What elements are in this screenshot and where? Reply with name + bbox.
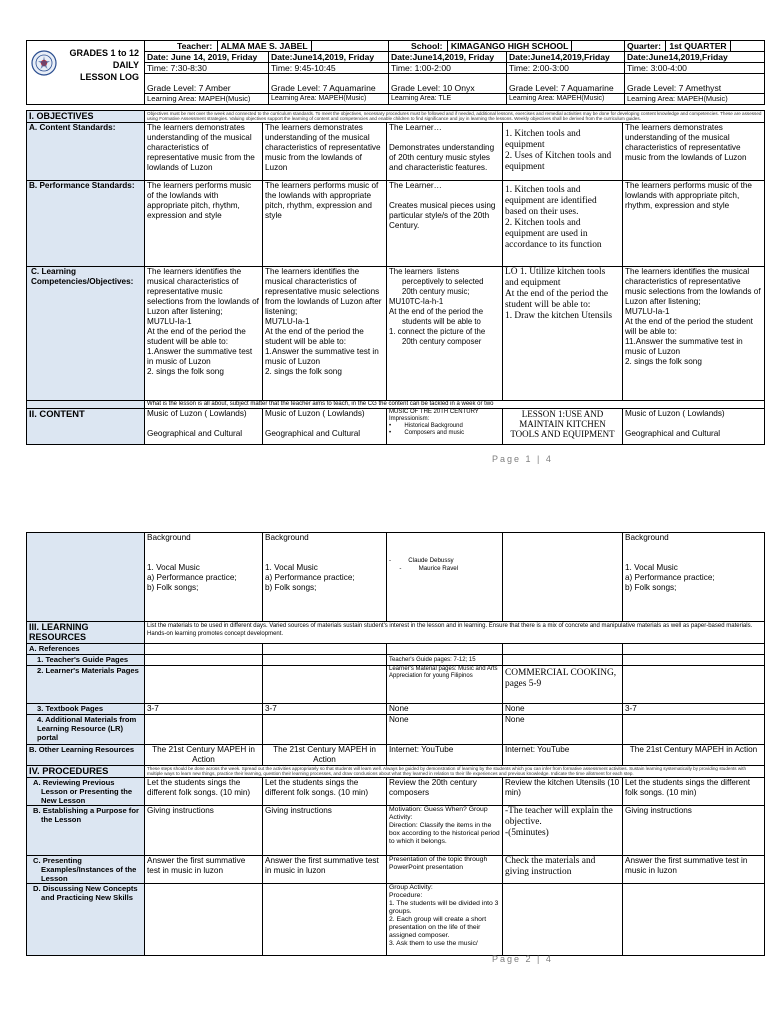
resource-cell: None <box>503 704 623 715</box>
content-cell: Music of Luzon ( Lowlands) Geographical and Cultural <box>623 408 765 444</box>
resource-cell: The 21st Century MAPEH in Action <box>263 745 387 766</box>
grades-label: GRADES 1 to 12 <box>69 48 139 58</box>
area-cell: Learning Area: TLE <box>389 94 507 105</box>
header-table <box>26 40 765 105</box>
resource-cell <box>263 715 387 745</box>
grade-cell: Grade Level: 7 Aquamarine <box>507 74 625 94</box>
content-cell: Music of Luzon ( Lowlands) Geographical and Cultural <box>263 408 387 444</box>
resource-cell: Teacher's Guide pages: 7-12; 15 <box>387 655 503 666</box>
date-cell: Date:June14,2019, Friday <box>389 52 507 63</box>
procedure-cell <box>503 883 623 955</box>
page-number-two: Page 2 | 4 <box>492 954 553 964</box>
competency-cell: The learners listens perceptively to selected 20th century music; MU10TC-Ia-h-1 At the end of the period the students will be able to 1. connect the picture of the 20th century composer <box>387 266 503 400</box>
content-cont-cell: Background 1. Vocal Music a) Performance practice; b) Folk songs; <box>145 533 263 622</box>
resource-cell: 3-7 <box>145 704 263 715</box>
area-cell: Learning Area: MAPEH(Music) <box>269 94 389 105</box>
resources-heading: III. LEARNING RESOURCES <box>27 622 145 644</box>
performance-standard-cell: The learners performs music of the lowlands with appropriate pitch, rhythm, expression and style <box>145 180 263 266</box>
resource-cell: None <box>387 704 503 715</box>
procedure-cell: Let the students sings the different folk songs. (10 min) <box>623 777 765 805</box>
textbook-label: 3. Textbook Pages <box>27 704 145 715</box>
competency-cell: The learners identifies the musical characteristics of representative music selections from the lowlands of Luzon after listening; MU7LU-Ia-1 At the end of the period the student will be able to: 1.Answer the summative test in music of Luzon 2. sings the folk song <box>145 266 263 400</box>
procedures-heading: IV. PROCEDURES <box>27 766 145 778</box>
resources-note: List the materials to be used in different days. Varied sources of materials sustain student's interest in the lesson and in learning. Ensure that there is a mix of concrete and manipulative materials as well as paper-based materials. Hands-on learning promotes concept development. <box>145 622 765 644</box>
resource-cell: None <box>503 715 623 745</box>
resource-cell <box>623 655 765 666</box>
additional-materials-label: 4. Additional Materials from Learning Resource (LR) portal <box>27 715 145 745</box>
objectives-heading: I. OBJECTIVES <box>27 111 145 123</box>
time-cell: Time: 9:45-10:45 <box>269 63 389 74</box>
content-cont-cell: Background 1. Vocal Music a) Performance practice; b) Folk songs; <box>263 533 387 622</box>
content-cell: Music of Luzon ( Lowlands) Geographical and Cultural <box>145 408 263 444</box>
other-resources-label: B. Other Learning Resources <box>27 745 145 766</box>
discussing-label: D. Discussing New Concepts and Practicing New Skills <box>27 883 145 955</box>
content-cell: LESSON 1:USE AND MAINTAIN KITCHEN TOOLS AND EQUIPMENT <box>503 408 623 444</box>
content-cont-label <box>27 533 145 622</box>
performance-standard-cell: The learners performs music of the lowlands with appropriate pitch, rhythm, expression and style <box>623 180 765 266</box>
resource-cell: 3-7 <box>623 704 765 715</box>
time-cell: Time: 3:00-4:00 <box>625 63 765 74</box>
procedure-cell: Giving instructions <box>263 805 387 855</box>
title-block <box>27 41 145 105</box>
resource-cell <box>263 655 387 666</box>
content-standard-cell: The Learner… Demonstrates understanding of 20th century music styles and characteristic features. <box>387 122 503 180</box>
page-number-one: Page 1 | 4 <box>492 454 553 464</box>
grade-cell: Grade Level: 10 Onyx <box>389 74 507 94</box>
competency-cell: The learners identifies the musical characteristics of representative music selections from the lowlands of Luzon after listening; MU7LU-Ia-1 At the end of the period the student will be able to: 1.Answer the summative test in music of Luzon 2. sings the folk song <box>263 266 387 400</box>
resource-cell <box>623 715 765 745</box>
grade-cell: Grade Level: 7 Amber <box>145 74 269 94</box>
competency-cell: The learners identifies the musical characteristics of representative music selections from the lowlands of Luzon after listening; MU7LU-Ia-1 At the end of the period the student will be able to: 11.Answer the summative test in music of Luzon 2. sings the folk song <box>623 266 765 400</box>
teacher-cell <box>145 41 389 52</box>
procedure-cell <box>623 883 765 955</box>
resource-cell: 3-7 <box>263 704 387 715</box>
procedures-note: These steps should be done across the week. Spread out the activities appropriately so that students will learn well. Always be guided by demonstration of learning by the students which you can infer from formative assessment activities. Sustain learning systematically by providing students with multiple ways to learn new things, practice their learning, question their learning processes, and draw conclusions about what they learned in relation to their life experiences and previous knowledge. Indicate the time allotment for each step. <box>145 766 765 778</box>
review-label: A. Reviewing Previous Lesson or Presenting the New Lesson <box>27 777 145 805</box>
resource-cell <box>263 666 387 704</box>
resource-cell <box>503 655 623 666</box>
procedure-cell: Giving instructions <box>145 805 263 855</box>
procedure-cell: Giving instructions <box>623 805 765 855</box>
content-cont-cell: - Claude Debussy - Maurice Ravel <box>387 533 503 622</box>
lesson-log-label: LESSON LOG <box>79 72 139 82</box>
references-label: A. References <box>27 644 145 655</box>
deped-seal-icon <box>31 50 57 76</box>
resource-cell <box>145 666 263 704</box>
content-standard-cell: The learners demonstrates understanding of the musical characteristics of representative music from the lowlands of Luzon <box>623 122 765 180</box>
procedure-cell: Let the students sings the different folk songs. (10 min) <box>263 777 387 805</box>
procedure-cell: Let the students sings the different folk songs. (10 min) <box>145 777 263 805</box>
objectives-table <box>26 110 765 445</box>
time-cell: Time: 2:00-3:00 <box>507 63 625 74</box>
resource-cell: The 21st Century MAPEH in Action <box>145 745 263 766</box>
page-one <box>26 40 764 445</box>
procedure-cell: Check the materials and giving instruction <box>503 855 623 883</box>
time-cell: Time: 7:30-8:30 <box>145 63 269 74</box>
procedure-cell: Presentation of the topic through PowerPoint presentation <box>387 855 503 883</box>
resource-cell <box>145 715 263 745</box>
page-two <box>26 532 764 956</box>
date-cell: Date:June14,2019, Friday <box>269 52 389 63</box>
content-heading: II. CONTENT <box>27 408 145 444</box>
resource-cell: Learner's Material pages: Music and Arts Appreciation for young Filipinos <box>387 666 503 704</box>
content-standard-cell: The learners demonstrates understanding of the musical characteristics of representative music from the lowlands of Luzon <box>145 122 263 180</box>
procedure-cell: -The teacher will explain the objective. -(5minutes) <box>503 805 623 855</box>
procedure-cell: Answer the first summative test in music in luzon <box>623 855 765 883</box>
resource-cell: The 21st Century MAPEH in Action <box>623 745 765 766</box>
objectives-note: Objectives must be met over the week and connected to the curriculum standards. To meet the objectives, necessary procedures must be followed and if needed, additional lessons, exercises and remedial activities may be done for developing content knowledge and competencies. These are assessed using Formative Assessment strategies. Valuing objectives support the learning of content and competencies and enable children to find significance and joy in learning the lessons. Weekly objectives shall be derived from the curriculum guides. <box>145 111 765 123</box>
resource-cell: None <box>387 715 503 745</box>
performance-standard-cell: 1. Kitchen tools and equipment are identified based on their uses. 2. Kitchen tools and equipment are used in accordance to its function <box>503 180 623 266</box>
procedure-cell <box>263 883 387 955</box>
area-cell: Learning Area: MAPEH(Music) <box>145 94 269 105</box>
school-cell <box>389 41 625 52</box>
procedure-cell: Answer the first summative test in music in luzon <box>145 855 263 883</box>
area-cell: Learning Area: MAPEH(Music) <box>625 94 765 105</box>
quarter-value: 1st QUARTER <box>665 41 730 52</box>
grade-cell: Grade Level: 7 Amethyst <box>625 74 765 94</box>
quarter-cell <box>625 41 765 52</box>
teacher-name: ALMA MAE S. JABEL <box>217 41 312 52</box>
quarter-label: Quarter: <box>627 41 661 51</box>
resource-cell: Internet: YouTube <box>387 745 503 766</box>
content-standard-cell: 1. Kitchen tools and equipment 2. Uses of Kitchen tools and equipment <box>503 122 623 180</box>
continuation-table <box>26 532 765 956</box>
grade-cell: Grade Level: 7 Aquamarine <box>269 74 389 94</box>
content-standard-cell: The learners demonstrates understanding of the musical characteristics of representative music from the lowlands of Luzon <box>263 122 387 180</box>
teacher-label: Teacher: <box>177 41 213 51</box>
content-note-blank <box>27 400 145 408</box>
resource-cell <box>145 655 263 666</box>
resource-cell: Internet: YouTube <box>503 745 623 766</box>
content-standards-label: A. Content Standards: <box>27 122 145 180</box>
date-cell: Date:June14,2019,Friday <box>625 52 765 63</box>
procedure-cell: Review the 20th century composers <box>387 777 503 805</box>
procedure-cell: Motivation: Guess When? Group Activity: Direction: Classify the items in the box according to the historical period to which it belongs. <box>387 805 503 855</box>
date-cell: Date:June14,2019,Friday <box>507 52 625 63</box>
procedure-cell: Answer the first summative test in music in luzon <box>263 855 387 883</box>
purpose-label: B. Establishing a Purpose for the Lesson <box>27 805 145 855</box>
resource-cell <box>623 666 765 704</box>
procedure-cell: Review the kitchen Utensils (10 min) <box>503 777 623 805</box>
performance-standard-cell: The Learner… Creates musical pieces using particular style/s of the 20th Century. <box>387 180 503 266</box>
area-cell: Learning Area: MAPEH(Music) <box>507 94 625 105</box>
procedure-cell: Group Activity: Procedure: 1. The students will be divided into 3 groups. 2. Each group will create a short presentation on the life of their assigned composer. 3. Ask them to use the music/ <box>387 883 503 955</box>
competency-cell: LO 1. Utilize kitchen tools and equipment At the end of the period the student will be able to: 1. Draw the kitchen Utensils <box>503 266 623 400</box>
content-cont-cell: Background 1. Vocal Music a) Performance practice; b) Folk songs; <box>623 533 765 622</box>
date-cell: Date: June 14, 2019, Friday <box>145 52 269 63</box>
performance-standards-label: B. Performance Standards: <box>27 180 145 266</box>
content-cell: MUSIC OF THE 20TH CENTURY Impressionism: • Historical Background • Composers and music <box>387 408 503 444</box>
school-name: KIMAGANGO HIGH SCHOOL <box>447 41 572 52</box>
competencies-label: C. Learning Competencies/Objectives: <box>27 266 145 400</box>
performance-standard-cell: The learners performs music of the lowlands with appropriate pitch, rhythm, expression and style <box>263 180 387 266</box>
content-cont-cell <box>503 533 623 622</box>
school-label: School: <box>411 41 443 51</box>
teachers-guide-label: 1. Teacher's Guide Pages <box>27 655 145 666</box>
learners-material-label: 2. Learner's Materials Pages <box>27 666 145 704</box>
daily-label: DAILY <box>112 60 139 70</box>
resource-cell: COMMERCIAL COOKING, pages 5-9 <box>503 666 623 704</box>
procedure-cell <box>145 883 263 955</box>
presenting-label: C. Presenting Examples/Instances of the Lesson <box>27 855 145 883</box>
content-note: What is the lesson is all about, subject matter that the teacher aims to teach, in the CG the content can be tackled in a week or two <box>145 400 765 408</box>
time-cell: Time: 1:00-2:00 <box>389 63 507 74</box>
